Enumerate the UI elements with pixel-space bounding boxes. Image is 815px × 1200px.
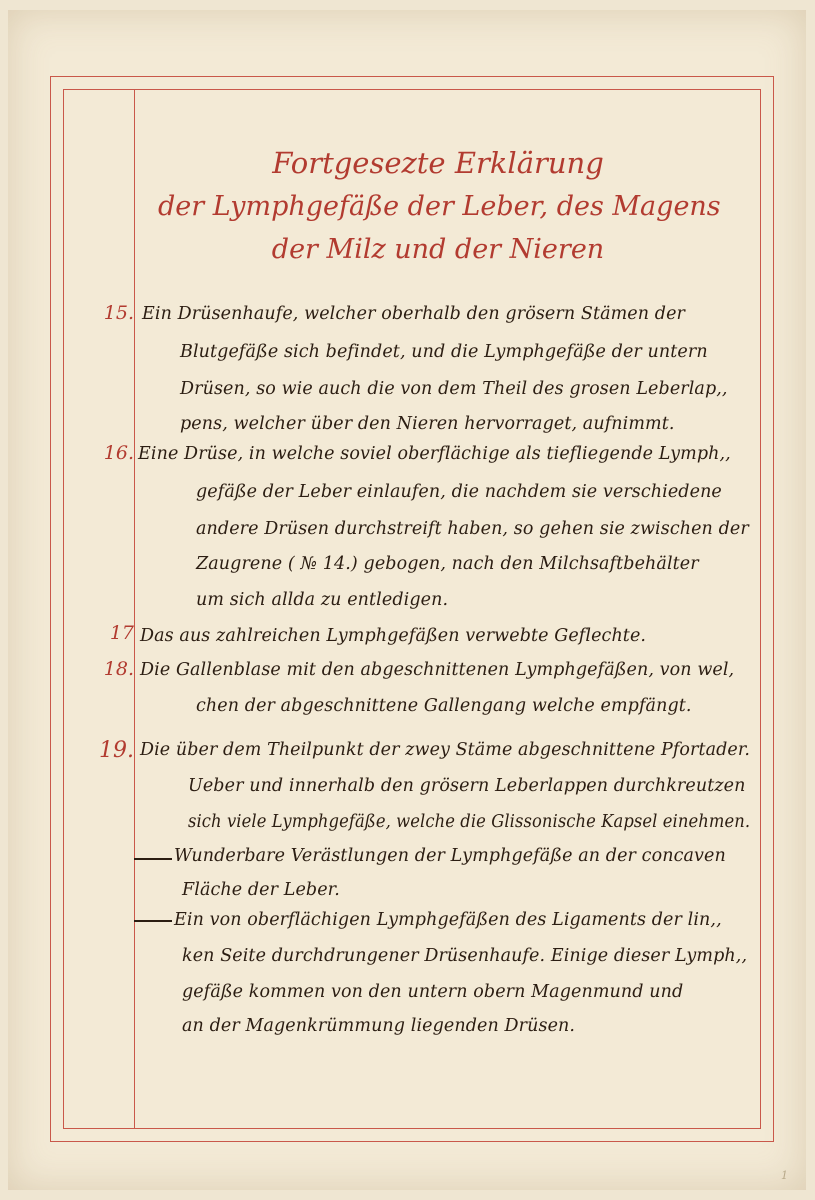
entry-line: Blutgefäße sich befindet, und die Lymphgefäße der untern	[180, 342, 708, 362]
title-line-1: Fortgesezte Erklärung	[272, 146, 604, 180]
entry-line: pens, welcher über den Nieren hervorraget, aufnimmt.	[180, 414, 675, 434]
entry-line: an der Magenkrümmung liegenden Drüsen.	[182, 1016, 576, 1036]
entry-line: um sich allda zu entledigen.	[196, 590, 449, 610]
entry-line: Wunderbare Verästlungen der Lymphgefäße an der concaven	[174, 846, 726, 866]
entry-number: 15.	[103, 302, 134, 324]
entry-line: Zaugrene ( № 14.) gebogen, nach den Milchsaftbehälter	[196, 554, 699, 574]
entry-number: 18.	[103, 658, 134, 680]
margin-rule	[134, 90, 135, 1128]
title-line-3: der Milz und der Nieren	[271, 234, 605, 265]
entry-line: gefäße kommen von den untern obern Magenmund und	[182, 982, 684, 1002]
entry-number: 19.	[99, 738, 134, 763]
dash-marker	[134, 920, 172, 922]
entry-number: 17	[109, 622, 134, 644]
entry-line: chen der abgeschnittene Gallengang welche empfängt.	[196, 696, 692, 716]
entry-line: ken Seite durchdrungener Drüsenhaufe. Einige dieser Lymph,,	[182, 946, 748, 966]
entry-line: Die Gallenblase mit den abgeschnittenen Lymphgefäßen, von wel,	[140, 660, 735, 680]
manuscript-page	[8, 10, 806, 1190]
entry-line: Eine Drüse, in welche soviel oberflächige als tiefliegende Lymph,,	[138, 444, 731, 464]
entry-line: Ein von oberflächigen Lymphgefäßen des Ligaments der lin,,	[174, 910, 722, 930]
page-title	[158, 142, 721, 271]
entry-line: Ein Drüsenhaufe, welcher oberhalb den grösern Stämen der	[142, 304, 686, 324]
entry-line: Fläche der Leber.	[182, 880, 340, 900]
entry-line: Ueber und innerhalb den grösern Leberlappen durchkreutzen	[188, 776, 746, 796]
title-line-2: der Lymphgefäße der Leber, des Magens	[158, 191, 721, 222]
entry-line: gefäße der Leber einlaufen, die nachdem sie verschiedene	[196, 482, 722, 502]
entry-number: 16.	[103, 442, 134, 464]
entry-line: Das aus zahlreichen Lymphgefäßen verwebte Geflechte.	[140, 626, 647, 646]
dash-marker	[134, 858, 172, 860]
entry-line: Die über dem Theilpunkt der zwey Stäme abgeschnittene Pfortader.	[140, 740, 751, 760]
page-mark: 1	[781, 1169, 788, 1182]
entry-line: Drüsen, so wie auch die von dem Theil des grosen Leberlap,,	[180, 379, 728, 399]
entry-line: sich viele Lymphgefäße, welche die Glissonische Kapsel einehmen.	[188, 812, 751, 832]
entry-line: andere Drüsen durchstreift haben, so gehen sie zwischen der	[196, 519, 749, 539]
